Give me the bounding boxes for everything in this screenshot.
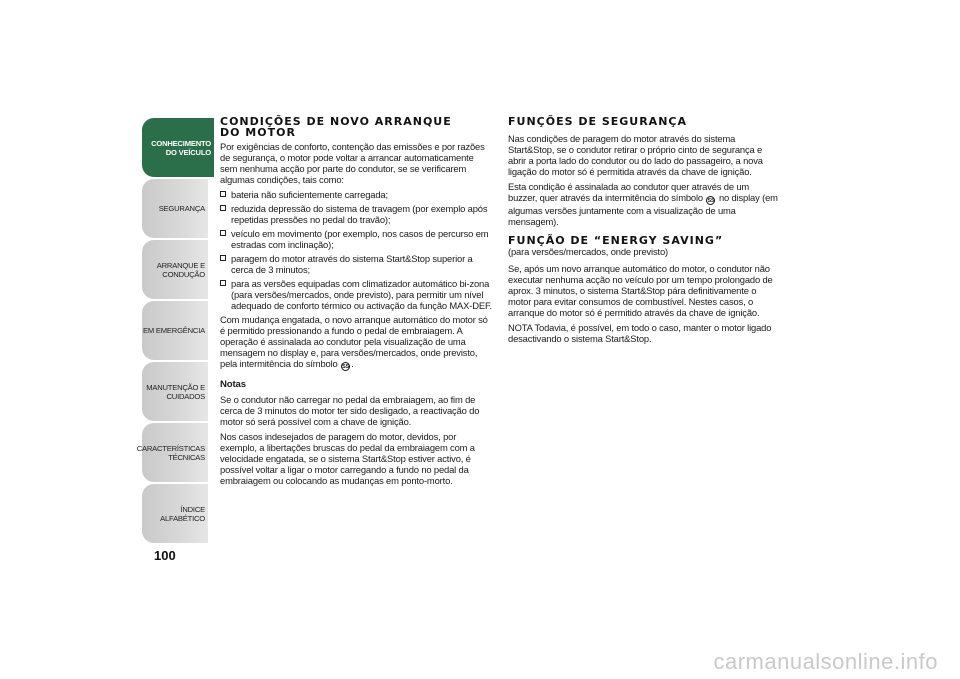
tab-conhecimento-do-veiculo[interactable]: CONHECIMENTO DO VEÍCULO xyxy=(142,118,214,177)
tab-seguranca[interactable]: SEGURANÇA xyxy=(142,179,208,238)
tab-caracteristicas-tecnicas[interactable]: CARACTERÍSTICAS TÉCNICAS xyxy=(142,423,208,482)
checkbox-bullet-icon xyxy=(220,280,226,286)
list-item: bateria não suficientemente carregada; xyxy=(220,189,492,200)
note-paragraph-1: Se o condutor não carregar no pedal da embraiagem, ao fim de cerca de 3 minutos do motor ter sido desligado, a reactivação do motor só será possível com a chave de ignição. xyxy=(220,394,480,427)
checkbox-bullet-icon xyxy=(220,205,226,211)
tab-arranque-e-conducao[interactable]: ARRANQUE E CONDUÇÃO xyxy=(142,240,208,299)
heading-energy-saving: FUNÇÃO DE “ENERGY SAVING” xyxy=(508,234,724,247)
tab-em-emergencia[interactable]: EM EMERGÊNCIA xyxy=(142,301,208,360)
checkbox-bullet-icon xyxy=(220,255,226,261)
list-item: para as versões equipadas com climatizador automático bi-zona (para versões/mercados, onde previsto), para permitir um nível adequado de conforto térmico ou activação da função MAX-DEF. xyxy=(220,278,492,311)
energy-paragraph-1: Se, após um novo arranque automático do motor, o condutor não executar nenhuma acção no veículo por um tempo prolongado de aprox. 3 minutos, o sistema Start&Stop pára definitivamente o motor para evitar consumos de combustível. Nestes casos, o arranque do motor só é permitido através da chave de ignição. xyxy=(508,263,773,318)
checkbox-bullet-icon xyxy=(220,230,226,236)
list-item: reduzida depressão do sistema de travagem (por exemplo após repetidas pressões no pedal do travão); xyxy=(220,203,492,225)
safety-paragraph-1: Nas condições de paragem do motor através do sistema Start&Stop, se o condutor retirar o próprio cinto de segurança e abrir a porta lado do condutor ou do lado do passageiro, a nova ligação do motor só é permitida através da chave de ignição. xyxy=(508,133,763,177)
conditions-list xyxy=(220,189,492,311)
note-paragraph-2: Nos casos indesejados de paragem do motor, devidos, por exemplo, a libertações bruscas do pedal da embraiagem com a velocidade engatada, se o sistema Start&Stop estiver activo, é possível voltar a ligar o motor carregando a fundo no pedal da embraiagem ou colocando as mudanças em ponto-morto. xyxy=(220,431,475,486)
energy-paragraph-2: NOTA Todavia, é possível, em todo o caso, manter o motor ligado desactivando o sistema Start&Stop. xyxy=(508,322,772,344)
safety-paragraph-2: Esta condição é assinalada ao condutor quer através de um buzzer, quer através da intermitência do símbolo SS no display (em algumas versões juntamente com a visualização de uma mensagem). xyxy=(508,181,778,227)
heading-funcoes-seguranca: FUNÇÕES DE SEGURANÇA xyxy=(508,115,687,128)
tab-indice-alfabetico[interactable]: ÍNDICE ALFABÉTICO xyxy=(142,484,208,543)
checkbox-bullet-icon xyxy=(220,191,226,197)
right-column xyxy=(508,116,780,348)
notes-heading: Notas xyxy=(220,379,246,390)
list-item: veículo em movimento (por exemplo, nos casos de percurso em estradas com inclinação); xyxy=(220,228,492,250)
energy-subtitle: (para versões/mercados, onde previsto) xyxy=(508,246,669,257)
list-item: paragem do motor através do sistema Start&Stop superior a cerca de 3 minutos; xyxy=(220,253,492,275)
start-stop-symbol-icon: SS xyxy=(342,364,350,370)
heading-novo-arranque-line2: DO MOTOR xyxy=(220,126,296,139)
chapter-tabs xyxy=(136,118,211,545)
tab-manutencao-e-cuidados[interactable]: MANUTENÇÃO E CUIDADOS xyxy=(142,362,208,421)
start-stop-symbol-icon: SS xyxy=(707,198,715,204)
gear-paragraph: Com mudança engatada, o novo arranque automático do motor só é permitido pressionando a fundo o pedal de embraiagem. A operação é assinalada ao condutor pela visualização de uma mensagem no display e, para versões/mercados, onde previsto, pela intermitência do símbolo SS . xyxy=(220,314,488,370)
watermark: carmanualsonline.info xyxy=(713,649,938,674)
intro-paragraph: Por exigências de conforto, contenção das emissões e por razões de segurança, o motor pode voltar a arrancar automaticamente sem nenhuma acção por parte do condutor, se se verificarem algumas condições, tais como: xyxy=(220,141,485,185)
left-column xyxy=(220,116,492,490)
page-number: 100 xyxy=(154,548,176,563)
heading-novo-arranque-line1: CONDIÇÕES DE NOVO ARRANQUE xyxy=(220,115,452,128)
